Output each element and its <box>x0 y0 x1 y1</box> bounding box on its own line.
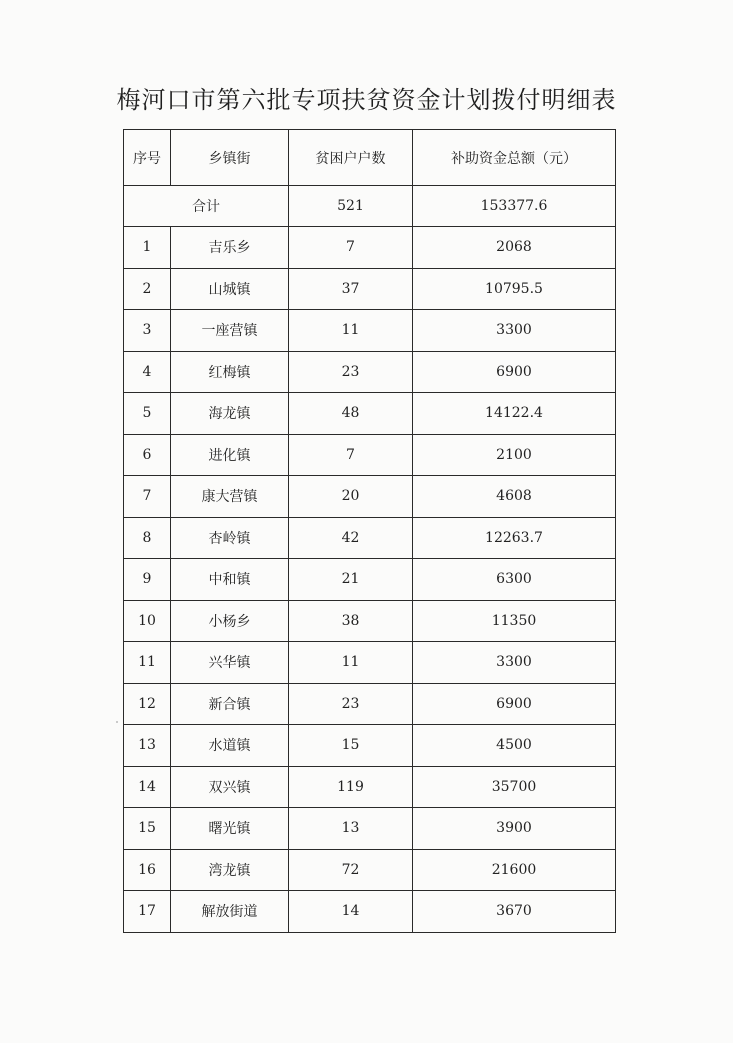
row-index: 17 <box>124 891 171 933</box>
row-town: 进化镇 <box>171 434 289 476</box>
row-households: 37 <box>289 268 413 310</box>
row-households: 11 <box>289 310 413 352</box>
row-index: 3 <box>124 310 171 352</box>
header-row <box>124 130 616 186</box>
row-index: 7 <box>124 476 171 518</box>
row-town: 兴华镇 <box>171 642 289 684</box>
row-households: 14 <box>289 891 413 933</box>
row-town: 解放街道 <box>171 891 289 933</box>
row-amount: 21600 <box>413 849 616 891</box>
total-row <box>124 186 616 227</box>
row-households: 38 <box>289 600 413 642</box>
row-amount: 35700 <box>413 766 616 808</box>
row-index: 2 <box>124 268 171 310</box>
row-town: 曙光镇 <box>171 808 289 850</box>
row-households: 11 <box>289 642 413 684</box>
table-row <box>124 766 616 808</box>
document-title: 梅河口市第六批专项扶贫资金计划拨付明细表 <box>116 86 617 114</box>
row-amount: 6900 <box>413 683 616 725</box>
row-index: 1 <box>124 227 171 269</box>
row-amount: 14122.4 <box>413 393 616 435</box>
row-amount: 3300 <box>413 642 616 684</box>
table-row <box>124 849 616 891</box>
table-row <box>124 476 616 518</box>
header-town: 乡镇街 <box>171 130 289 186</box>
row-amount: 6300 <box>413 559 616 601</box>
row-town: 吉乐乡 <box>171 227 289 269</box>
row-town: 红梅镇 <box>171 351 289 393</box>
row-town: 杏岭镇 <box>171 517 289 559</box>
table-row <box>124 559 616 601</box>
table-row <box>124 725 616 767</box>
row-town: 康大营镇 <box>171 476 289 518</box>
row-index: 16 <box>124 849 171 891</box>
row-households: 20 <box>289 476 413 518</box>
row-index: 11 <box>124 642 171 684</box>
row-index: 10 <box>124 600 171 642</box>
table-row <box>124 227 616 269</box>
row-households: 23 <box>289 683 413 725</box>
row-index: 6 <box>124 434 171 476</box>
row-index: 12 <box>124 683 171 725</box>
table-row <box>124 517 616 559</box>
row-town: 海龙镇 <box>171 393 289 435</box>
row-index: 14 <box>124 766 171 808</box>
total-label: 合计 <box>124 186 289 227</box>
row-amount: 3670 <box>413 891 616 933</box>
row-town: 新合镇 <box>171 683 289 725</box>
header-index: 序号 <box>124 130 171 186</box>
row-amount: 11350 <box>413 600 616 642</box>
row-index: 5 <box>124 393 171 435</box>
table-row <box>124 393 616 435</box>
row-amount: 4608 <box>413 476 616 518</box>
row-households: 13 <box>289 808 413 850</box>
row-index: 4 <box>124 351 171 393</box>
row-amount: 2100 <box>413 434 616 476</box>
row-amount: 2068 <box>413 227 616 269</box>
row-town: 小杨乡 <box>171 600 289 642</box>
row-index: 15 <box>124 808 171 850</box>
row-households: 7 <box>289 434 413 476</box>
table-row <box>124 642 616 684</box>
scan-speck <box>116 721 118 723</box>
row-index: 8 <box>124 517 171 559</box>
row-town: 水道镇 <box>171 725 289 767</box>
row-index: 13 <box>124 725 171 767</box>
table-row <box>124 808 616 850</box>
row-households: 23 <box>289 351 413 393</box>
row-amount: 12263.7 <box>413 517 616 559</box>
row-households: 7 <box>289 227 413 269</box>
row-town: 山城镇 <box>171 268 289 310</box>
row-town: 双兴镇 <box>171 766 289 808</box>
row-town: 中和镇 <box>171 559 289 601</box>
table-row <box>124 891 616 933</box>
table-row <box>124 683 616 725</box>
row-households: 119 <box>289 766 413 808</box>
allocation-table <box>123 129 616 933</box>
row-amount: 3900 <box>413 808 616 850</box>
row-households: 15 <box>289 725 413 767</box>
table-row <box>124 351 616 393</box>
total-amount: 153377.6 <box>413 186 616 227</box>
row-amount: 6900 <box>413 351 616 393</box>
row-amount: 10795.5 <box>413 268 616 310</box>
row-town: 一座营镇 <box>171 310 289 352</box>
row-index: 9 <box>124 559 171 601</box>
total-households: 521 <box>289 186 413 227</box>
row-amount: 3300 <box>413 310 616 352</box>
header-amount: 补助资金总额（元） <box>413 130 616 186</box>
row-amount: 4500 <box>413 725 616 767</box>
table-row <box>124 310 616 352</box>
row-households: 48 <box>289 393 413 435</box>
row-households: 42 <box>289 517 413 559</box>
table-row <box>124 268 616 310</box>
row-households: 21 <box>289 559 413 601</box>
table-row <box>124 434 616 476</box>
row-town: 湾龙镇 <box>171 849 289 891</box>
row-households: 72 <box>289 849 413 891</box>
table-row <box>124 600 616 642</box>
header-households: 贫困户户数 <box>289 130 413 186</box>
